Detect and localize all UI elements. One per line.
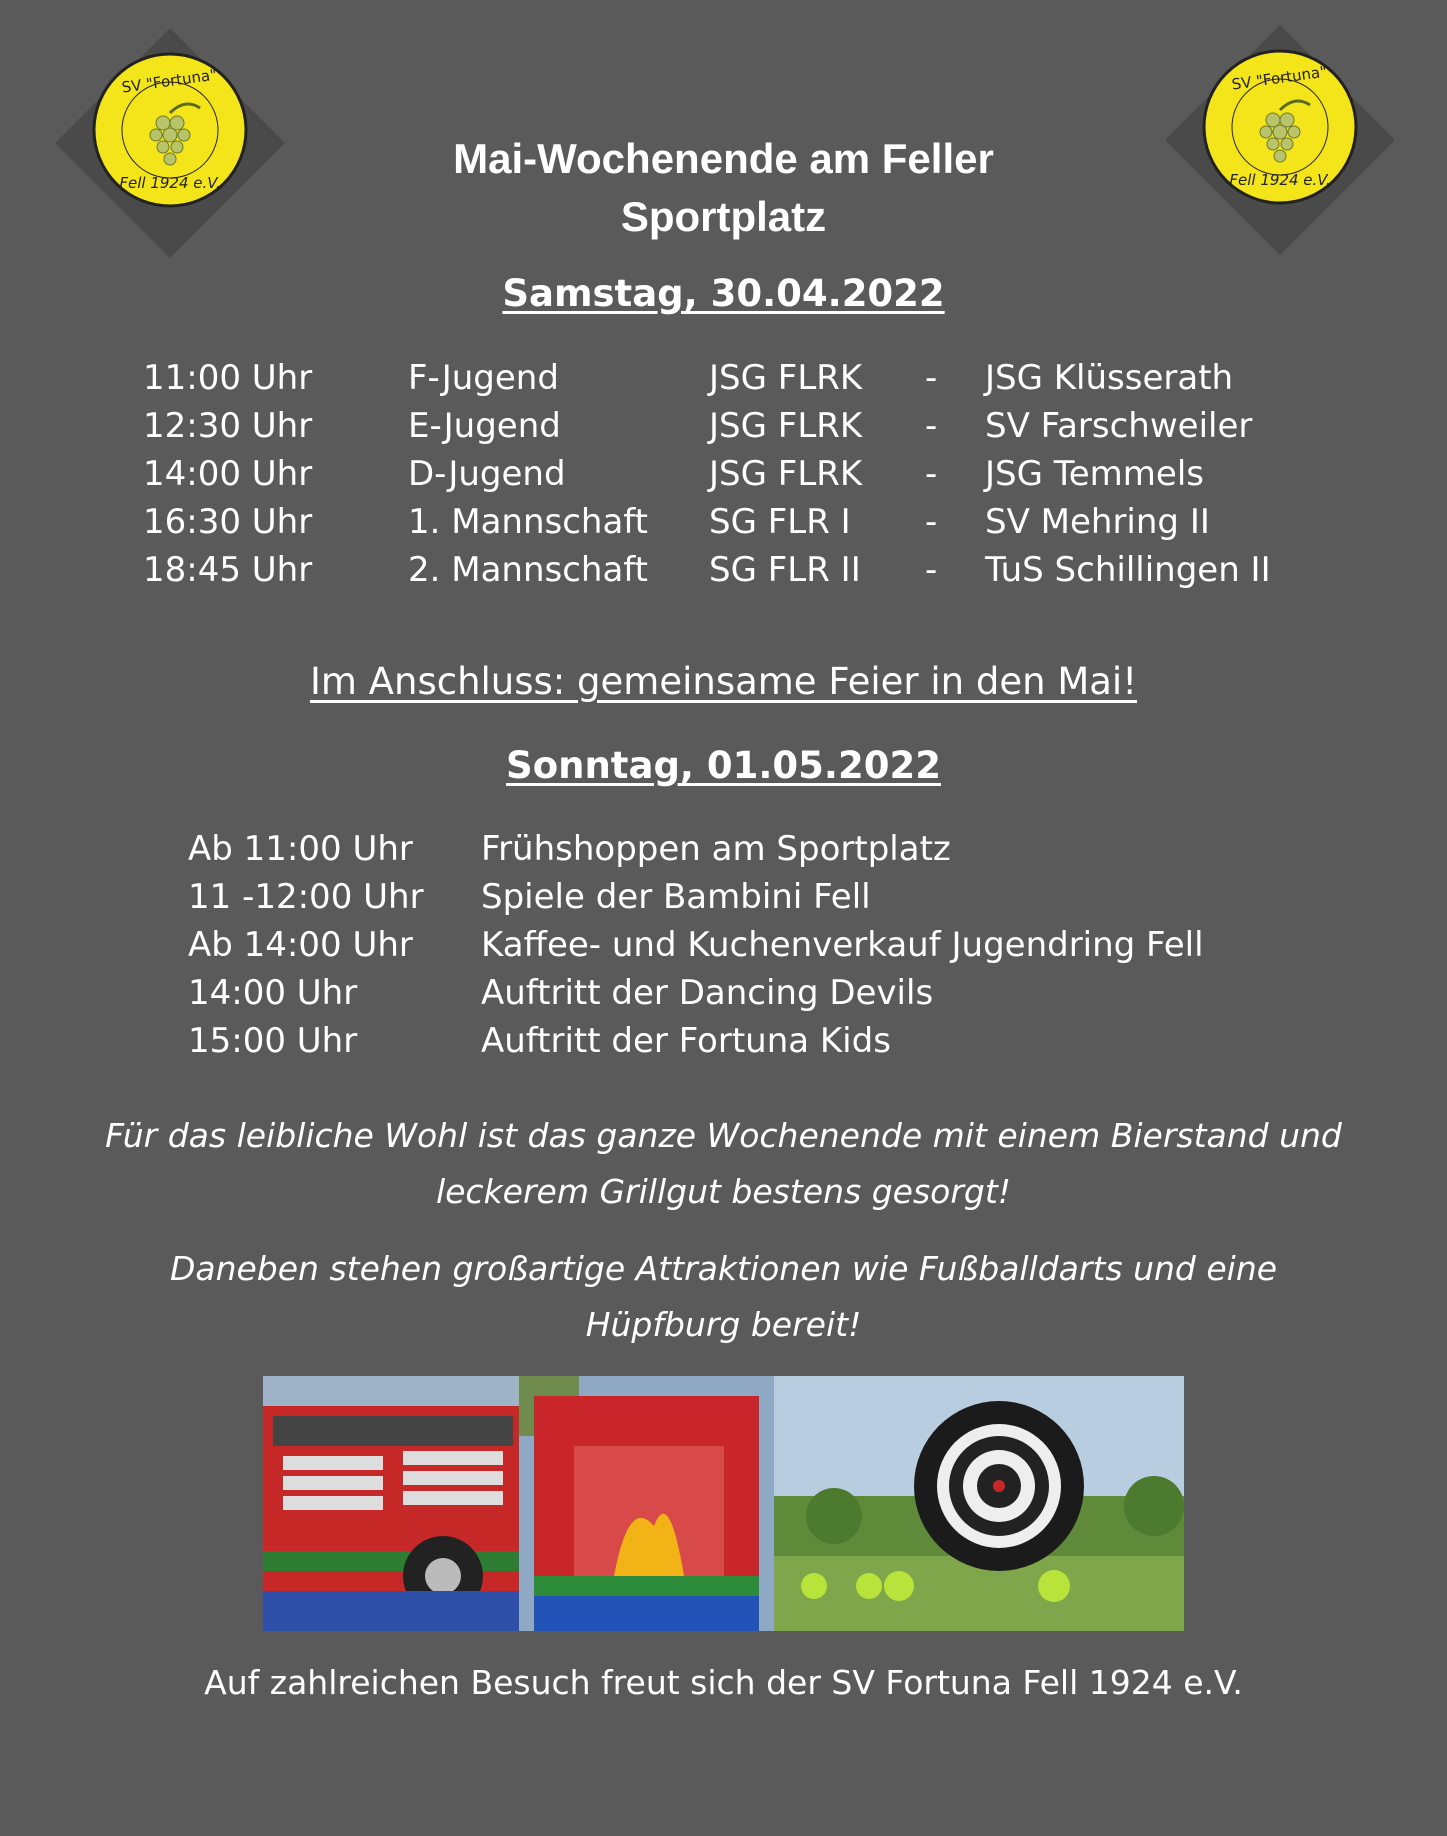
match-row [0, 498, 1447, 546]
bouncy-castle-photo [519, 1376, 774, 1631]
match-separator: - [925, 406, 938, 446]
fire-truck-bouncy-castle-photo [263, 1376, 519, 1631]
match-time: 16:30 Uhr [143, 502, 313, 542]
match-away: TuS Schillingen II [985, 550, 1271, 590]
match-row [0, 546, 1447, 594]
page-title-line1: Mai-Wochenende am Feller [453, 135, 994, 182]
match-team: E-Jugend [408, 406, 561, 446]
footer [0, 1663, 1447, 1702]
saturday-heading [0, 272, 1447, 315]
match-away: JSG Temmels [985, 454, 1204, 494]
catering-line2: leckerem Grillgut bestens gesorgt! [435, 1172, 1012, 1211]
event-description: Spiele der Bambini Fell [481, 877, 871, 917]
event-time: Ab 14:00 Uhr [188, 925, 413, 965]
event-row [0, 873, 1447, 921]
saturday-heading-text: Samstag, 30.04.2022 [502, 272, 945, 315]
attraction-photos [263, 1376, 1184, 1631]
svg-text:SV "Fortuna": SV "Fortuna" [120, 65, 219, 97]
match-row [0, 450, 1447, 498]
sunday-heading-text: Sonntag, 01.05.2022 [506, 744, 941, 787]
attractions-line1: Daneben stehen großartige Attraktionen wie Fußballdarts und eine [169, 1249, 1278, 1288]
attractions-paragraph [0, 1241, 1447, 1353]
match-separator: - [925, 502, 938, 542]
match-time: 11:00 Uhr [143, 358, 313, 398]
match-home: JSG FLRK [709, 358, 863, 398]
match-away: SV Mehring II [985, 502, 1210, 542]
event-row [0, 1017, 1447, 1065]
svg-text:SV "Fortuna": SV "Fortuna" [1230, 62, 1329, 94]
event-time: 15:00 Uhr [188, 1021, 358, 1061]
event-time: Ab 11:00 Uhr [188, 829, 413, 869]
sunday-heading [0, 744, 1447, 787]
match-team: 2. Mannschaft [408, 550, 649, 590]
match-time: 12:30 Uhr [143, 406, 313, 446]
catering-line1: Für das leibliche Wohl ist das ganze Wochenende mit einem Bierstand und [105, 1116, 1342, 1155]
match-time: 18:45 Uhr [143, 550, 313, 590]
page-title-line2: Sportplatz [620, 193, 827, 240]
event-row [0, 825, 1447, 873]
after-party-note [0, 660, 1447, 703]
footer-text: Auf zahlreichen Besuch freut sich der SV Fortuna Fell 1924 e.V. [204, 1663, 1243, 1702]
match-time: 14:00 Uhr [143, 454, 313, 494]
catering-paragraph [0, 1108, 1447, 1220]
match-home: JSG FLRK [709, 454, 863, 494]
match-row [0, 354, 1447, 402]
match-home: SG FLR I [709, 502, 851, 542]
page-title [0, 130, 1447, 246]
match-away: JSG Klüsserath [985, 358, 1234, 398]
football-darts-photo [774, 1376, 1184, 1631]
event-description: Auftritt der Dancing Devils [481, 973, 934, 1013]
match-home: JSG FLRK [709, 406, 863, 446]
match-separator: - [925, 358, 938, 398]
event-row [0, 921, 1447, 969]
match-separator: - [925, 550, 938, 590]
event-time: 11 -12:00 Uhr [188, 877, 424, 917]
match-team: D-Jugend [408, 454, 566, 494]
event-row [0, 969, 1447, 1017]
event-description: Frühshoppen am Sportplatz [481, 829, 951, 869]
match-team: F-Jugend [408, 358, 559, 398]
match-team: 1. Mannschaft [408, 502, 649, 542]
match-away: SV Farschweiler [985, 406, 1253, 446]
svg-text:Fell 1924 e.V.: Fell 1924 e.V. [119, 174, 221, 192]
after-party-text: Im Anschluss: gemeinsame Feier in den Mai! [309, 660, 1138, 703]
match-separator: - [925, 454, 938, 494]
event-description: Kaffee- und Kuchenverkauf Jugendring Fell [481, 925, 1204, 965]
attractions-line2: Hüpfburg bereit! [585, 1305, 862, 1344]
event-description: Auftritt der Fortuna Kids [481, 1021, 891, 1061]
event-time: 14:00 Uhr [188, 973, 358, 1013]
match-home: SG FLR II [709, 550, 861, 590]
match-row [0, 402, 1447, 450]
svg-text:Fell 1924 e.V.: Fell 1924 e.V. [1229, 171, 1331, 189]
